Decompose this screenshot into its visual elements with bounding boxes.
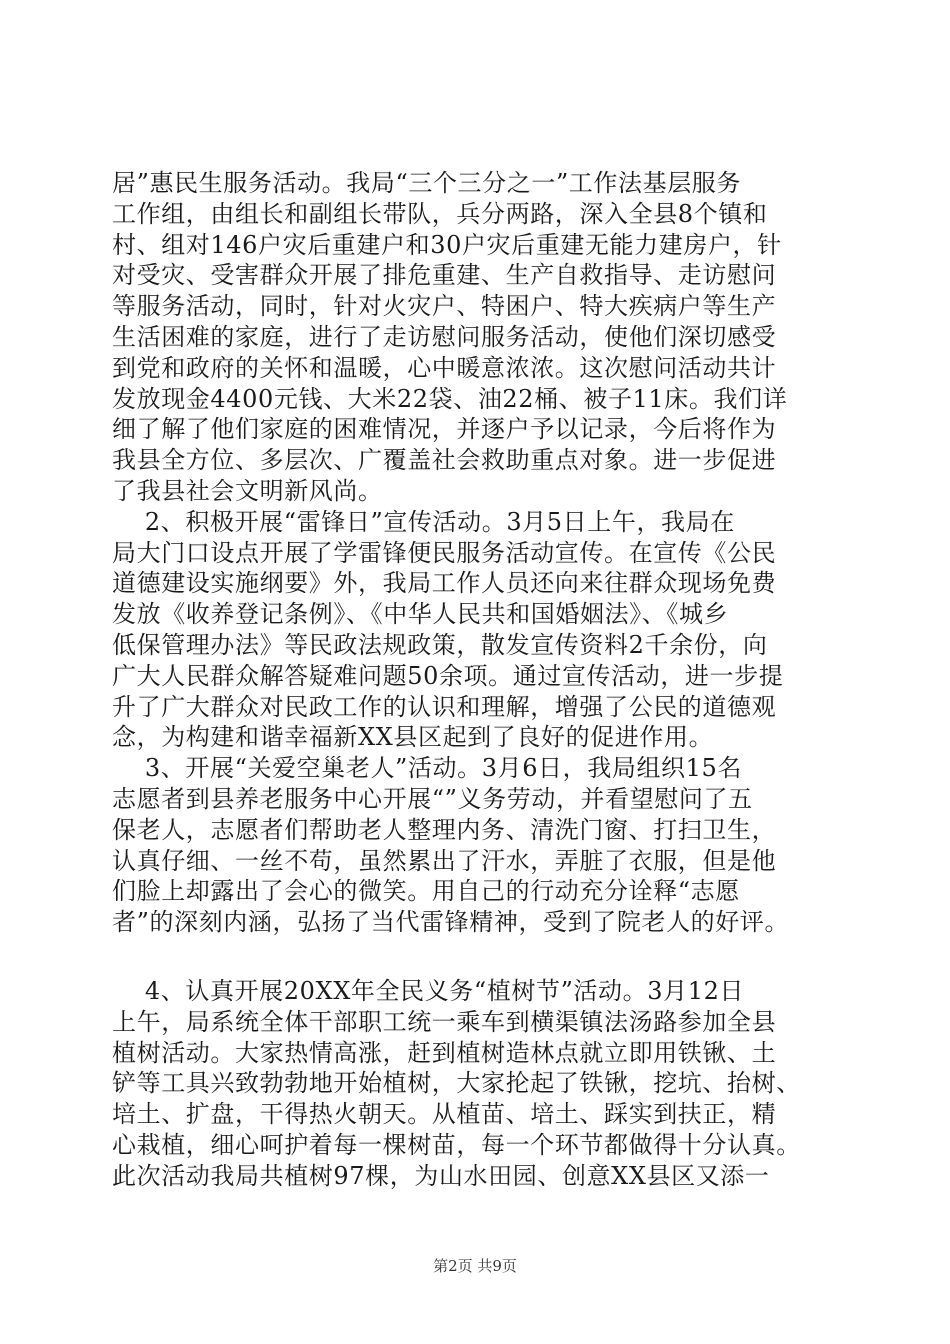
text-line: 细了解了他们家庭的困难情况，并逐户予以记录，今后将作为 xyxy=(112,415,777,444)
text-line: 心栽植，细心呵护着每一棵树苗，每一个环节都做得十分认真。 xyxy=(112,1130,801,1159)
paragraph-2 xyxy=(112,507,842,753)
text-line: 此次活动我局共植树97棵，为山水田园、创意XX县区又添一 xyxy=(112,1161,770,1190)
paragraph-3 xyxy=(112,753,842,938)
page-number-footer: 第2页 共9页 xyxy=(433,1257,517,1275)
text-line: 认真仔细、一丝不苟，虽然累出了汗水，弄脏了衣服，但是他 xyxy=(112,846,777,875)
text-line: 2、积极开展“雷锋日”宣传活动。3月5日上午，我局在 xyxy=(112,507,735,536)
text-line: 铲等工具兴致勃勃地开始植树，大家抡起了铁锹，挖坑、抬树、 xyxy=(112,1069,801,1098)
text-line: 等服务活动，同时，针对火灾户、特困户、特大疾病户等生产 xyxy=(112,292,777,321)
text-line: 了我县社会文明新风尚。 xyxy=(112,476,383,505)
paragraph-spacer xyxy=(112,938,842,976)
text-line: 工作组，由组长和副组长带队，兵分两路，深入全县8个镇和 xyxy=(112,199,768,228)
text-line: 升了广大群众对民政工作的认识和理解，增强了公民的道德观 xyxy=(112,692,777,721)
text-line: 上午，局系统全体干部职工统一乘车到横渠镇法汤路参加全县 xyxy=(112,1007,777,1036)
text-line: 4、认真开展20XX年全民义务“植树节”活动。3月12日 xyxy=(112,976,745,1005)
document-body xyxy=(112,168,842,1192)
text-line: 培土、扩盘，干得热火朝天。从植苗、培土、踩实到扶正，精 xyxy=(112,1100,777,1129)
text-line: 发放《收养登记条例》、《中华人民共和国婚姻法》、《城乡 xyxy=(112,600,729,629)
text-line: 广大人民群众解答疑难问题50余项。通过宣传活动，进一步提 xyxy=(112,661,784,690)
text-line: 局大门口设点开展了学雷锋便民服务活动宣传。在宣传《公民 xyxy=(112,538,777,567)
text-line: 们脸上却露出了会心的微笑。用自己的行动充分诠释“志愿 xyxy=(112,877,740,906)
text-line: 3、开展“关爱空巢老人”活动。3月6日，我局组织15名 xyxy=(112,754,743,783)
text-line: 志愿者到县养老服务中心开展“”义务劳动，并看望慰问了五 xyxy=(112,784,753,813)
paragraph-4 xyxy=(112,976,842,1192)
text-line: 植树活动。大家热情高涨，赶到植树造林点就立即用铁锹、土 xyxy=(112,1038,777,1067)
paragraph-1 xyxy=(112,168,842,507)
text-line: 生活困难的家庭，进行了走访慰问服务活动，使他们深切感受 xyxy=(112,322,777,351)
text-line: 居”惠民生服务活动。我局“三个三分之一”工作法基层服务 xyxy=(112,169,742,197)
text-line: 者”的深刻内涵，弘扬了当代雷锋精神，受到了院老人的好评。 xyxy=(112,908,790,937)
text-line: 发放现金4400元钱、大米22袋、油22桶、被子11床。我们详 xyxy=(112,384,788,413)
text-line: 低保管理办法》等民政法规政策，散发宣传资料2千余份，向 xyxy=(112,630,768,659)
text-line: 保老人，志愿者们帮助老人整理内务、清洗门窗、打扫卫生， xyxy=(112,815,777,844)
text-line: 村、组对146户灾后重建户和30户灾后重建无能力建房户，针 xyxy=(112,230,782,259)
text-line: 念，为构建和谐幸福新XX县区起到了良好的促进作用。 xyxy=(112,723,714,752)
text-line: 对受灾、受害群众开展了排危重建、生产自救指导、走访慰问 xyxy=(112,261,777,290)
text-line: 到党和政府的关怀和温暖，心中暖意浓浓。这次慰问活动共计 xyxy=(112,353,777,382)
text-line: 我县全方位、多层次、广覆盖社会救助重点对象。进一步促进 xyxy=(112,446,777,475)
text-line: 道德建设实施纲要》外，我局工作人员还向来往群众现场免费 xyxy=(112,569,777,598)
